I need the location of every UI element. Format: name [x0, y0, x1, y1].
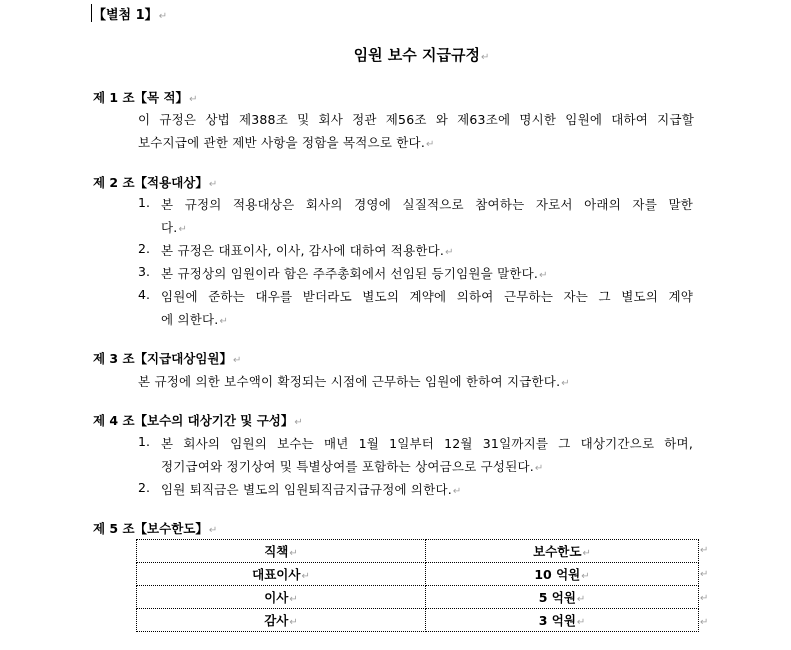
article-2-item-1-line-2: 다.↵ [161, 220, 188, 235]
article-2-item-1-line-1: 본 규정의 적용대상은 회사의 경영에 실질적으로 참여하는 자로서 아래의 자를 말한 [161, 197, 693, 212]
compensation-limit-table [136, 539, 699, 632]
article-2-item-3-number: 3. [138, 264, 150, 279]
cell-position: 이사↵ [137, 586, 426, 609]
article-4-item-1-line-1: 본 회사의 임원의 보수는 매년 1월 1일부터 12월 31일까지를 그 대상기간으로 하며, [161, 436, 693, 451]
table-row [137, 563, 699, 586]
article-3-heading: 제 3 조【지급대상임원】↵ [93, 351, 242, 366]
article-1-line-2: 보수지급에 관한 제반 사항을 정함을 목적으로 한다.↵ [138, 135, 435, 150]
article-2-item-4-line-2: 에 의한다.↵ [161, 312, 229, 327]
article-5-heading: 제 5 조【보수한도】↵ [93, 521, 218, 536]
article-4-item-2-line-1: 임원 퇴직금은 별도의 임원퇴직금지급규정에 의한다.↵ [161, 482, 462, 497]
header-position: 직책↵ [137, 540, 426, 563]
article-4-item-2-number: 2. [138, 480, 150, 495]
cell-position: 대표이사↵ [137, 563, 426, 586]
article-2-item-2-line-1: 본 규정은 대표이사, 이사, 감사에 대하여 적용한다.↵ [161, 243, 454, 258]
table-row [137, 586, 699, 609]
row-end-mark: ↵ [700, 569, 709, 580]
article-1-heading: 제 1 조【목 적】↵ [93, 90, 198, 105]
cell-position: 감사↵ [137, 609, 426, 632]
text-cursor [91, 4, 92, 22]
cell-limit: 5 억원↵ [426, 586, 699, 609]
header-limit: 보수한도↵ [426, 540, 699, 563]
article-4-item-1-number: 1. [138, 434, 150, 449]
article-1-line-1: 이 규정은 상법 제388조 및 회사 정관 제56조 와 제63조에 명시한 임원에 대하여 지급할 [138, 112, 694, 127]
document-title: 임원 보수 지급규정↵ [353, 46, 490, 64]
article-2-item-1-number: 1. [138, 195, 150, 210]
row-end-mark: ↵ [700, 545, 709, 556]
cell-limit: 10 억원↵ [426, 563, 699, 586]
article-4-heading: 제 4 조【보수의 대상기간 및 구성】↵ [93, 413, 303, 428]
article-2-item-4-line-1: 임원에 준하는 대우를 받더라도 별도의 계약에 의하여 근무하는 자는 그 별도의 계약 [161, 289, 693, 304]
attachment-label: 【별첨 1】↵ [93, 8, 168, 23]
article-2-item-4-number: 4. [138, 287, 150, 302]
table-row [137, 609, 699, 632]
article-2-item-2-number: 2. [138, 241, 150, 256]
row-end-mark: ↵ [700, 593, 709, 604]
article-3-line-1: 본 규정에 의한 보수액이 확정되는 시점에 근무하는 임원에 한하여 지급한다.↵ [138, 374, 570, 389]
article-4-item-1-line-2: 정기급여와 정기상여 및 특별상여를 포함하는 상여금으로 구성된다.↵ [161, 459, 544, 474]
table-header-row [137, 540, 699, 563]
article-2-item-3-line-1: 본 규정상의 임원이라 함은 주주총회에서 선임된 등기임원을 말한다.↵ [161, 266, 548, 281]
row-end-mark: ↵ [700, 617, 709, 628]
cell-limit: 3 억원↵ [426, 609, 699, 632]
article-2-heading: 제 2 조【적용대상】↵ [93, 175, 218, 190]
